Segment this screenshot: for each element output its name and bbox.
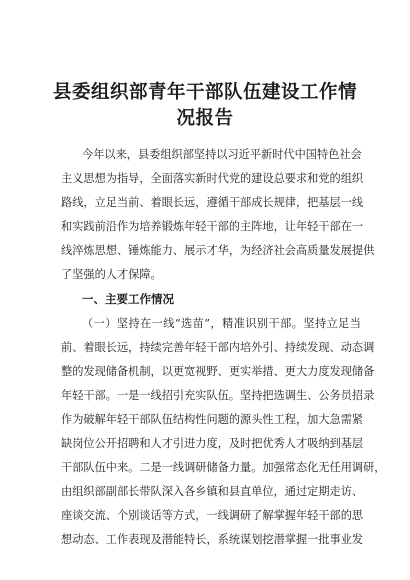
body-line: 整的发现储备机制，以更宽视野、更实举措、更大力度发现储备 xyxy=(61,365,375,378)
body-line: （一）坚持在一线“选苗”，精准识别干部。坚持立足当 xyxy=(82,317,361,330)
document-title-line-1: 县委组织部青年干部队伍建设工作情 xyxy=(52,82,357,103)
intro-line: 今年以来，县委组织部坚持以习近平新时代中国特色社会 xyxy=(82,148,362,161)
intro-line: 了坚强的人才保障。 xyxy=(61,268,162,281)
document-title-line-2: 况报告 xyxy=(176,108,234,129)
intro-line: 路线，立足当前、着眼长远，遵循干部成长规律，把基层一线 xyxy=(61,196,364,209)
intro-line: 主义思想为指导，全面落实新时代党的建设总要求和党的组织 xyxy=(61,172,364,185)
section-heading: 一、主要工作情况 xyxy=(82,292,174,306)
body-line: 由组织部副部长带队深入各乡镇和县直单位，通过定期走访、 xyxy=(61,485,364,498)
intro-line: 和实践前沿作为培养锻炼年轻干部的主阵地，让年轻干部在一 xyxy=(61,220,364,233)
body-line: 作为破解年轻干部队伍结构性问题的源头性工程，加大急需紧 xyxy=(61,413,364,426)
body-line: 想动态、工作表现及潜能特长，系统谋划挖潜掌握一批事业发 xyxy=(61,533,364,546)
intro-line: 线淬炼思想、锤炼能力、展示才华，为经济社会高质量发展提供 xyxy=(61,244,375,257)
body-line: 前、着眼长远，持续完善年轻干部内培外引、持续发现、动态调 xyxy=(61,341,375,354)
body-line: 缺岗位公开招聘和人才引进力度，及时把优秀人才吸纳到基层 xyxy=(61,437,364,450)
body-line: 年轻干部。一是一线招引充实队伍。坚持把选调生、公务员招录 xyxy=(61,389,375,402)
body-line: 座谈交流、个别谈话等方式，一线调研了解掌握年轻干部的思 xyxy=(61,509,364,522)
body-line: 干部队伍中来。二是一线调研储备力量。加强常态化无任用调研， xyxy=(61,461,386,474)
